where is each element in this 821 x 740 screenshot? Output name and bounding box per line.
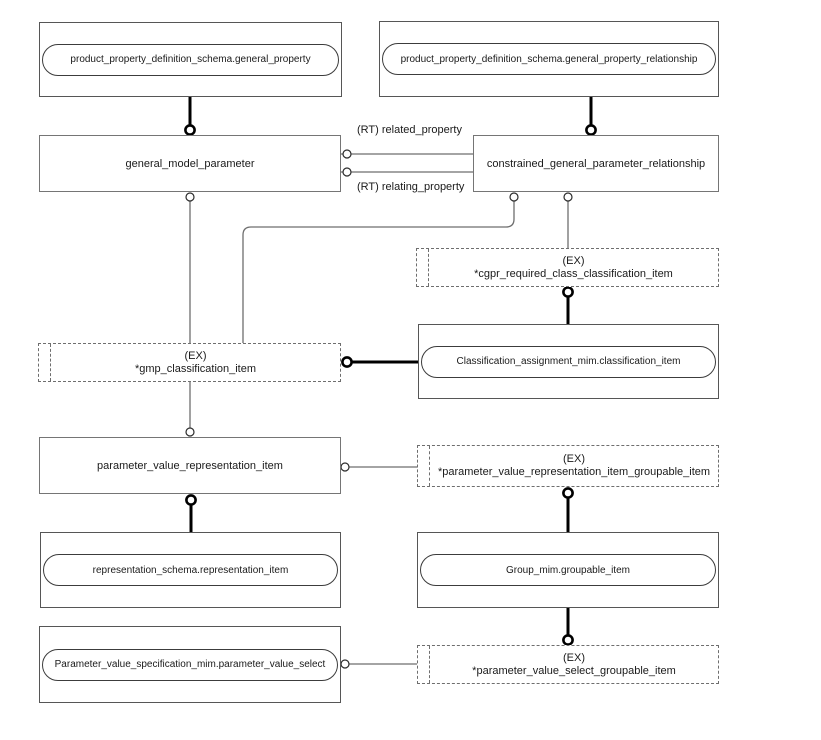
stadium-general-property (42, 44, 339, 76)
circle-pvri-top (186, 428, 194, 436)
circle-pvri-right (341, 463, 349, 471)
node-groupable-item (417, 532, 719, 608)
stadium-parameter-value-select (42, 649, 338, 681)
node-gmp-classification-item (38, 343, 341, 382)
node-general-model-parameter (39, 135, 341, 192)
node-label-general-property: product_property_definition_schema.general_property (70, 54, 311, 65)
node-general-property-relationship (379, 21, 719, 97)
node-prefix-cgpr-required-class-classification-item: (EX) (562, 254, 585, 267)
node-representation-item (40, 532, 341, 608)
circle-related-property (343, 150, 351, 158)
circle-pvri-repitem (186, 495, 195, 504)
circle-cgpr-bottom-right (564, 193, 572, 201)
node-label-pvri-groupable-item: *parameter_value_representation_item_groupable_item (437, 466, 711, 478)
node-label-representation-item: representation_schema.representation_item (92, 564, 289, 576)
node-label-general-property-relationship: product_property_definition_schema.general_property_relationship (400, 53, 698, 65)
node-label-constrained-general-parameter-relationship: constrained_general_parameter_relationship (486, 157, 706, 170)
stadium-general-property-relationship (382, 43, 716, 75)
node-label-pvs-groupable-item: *parameter_value_select_groupable_item (472, 664, 676, 677)
circle-gmp-bottom (186, 193, 194, 201)
stadium-classification-item (421, 346, 716, 378)
circle-relating-property (343, 168, 351, 176)
node-parameter-value-select-groupable-item (417, 645, 719, 684)
node-parameter-value-representation-item (39, 437, 341, 494)
circle-generalproperty-supertype (185, 125, 194, 134)
node-parameter-value-representation-item-groupable-item (417, 445, 719, 487)
stadium-representation-item (43, 554, 338, 586)
node-classification-item (418, 324, 719, 399)
node-prefix-pvri-groupable-item: (EX) (563, 453, 585, 465)
node-general-property (39, 22, 342, 97)
circle-pvselect-right (341, 660, 349, 668)
circle-gmpitem-select (342, 357, 351, 366)
circle-gpr-supertype (586, 125, 595, 134)
node-prefix-gmp-classification-item: (EX) (184, 349, 207, 362)
node-label-classification-item: Classification_assignment_mim.classification_item (456, 356, 681, 367)
node-label-parameter-value-representation-item: parameter_value_representation_item (97, 459, 283, 472)
node-parameter-value-select (39, 626, 341, 703)
node-prefix-pvs-groupable-item: (EX) (563, 651, 585, 664)
node-label-cgpr-required-class-classification-item: *cgpr_required_class_classification_item (474, 267, 673, 280)
node-label-parameter-value-select: Parameter_value_specification_mim.parameter_value_select (54, 659, 326, 670)
node-label-general-model-parameter: general_model_parameter (125, 157, 255, 170)
stadium-groupable-item (420, 554, 716, 586)
circle-pvrigroupable-group (563, 488, 572, 497)
edge-label-related-property: (RT) related_property (357, 124, 462, 136)
circle-cgpritem-select (563, 287, 572, 296)
circle-cgpr-bottom-left (510, 193, 518, 201)
node-constrained-general-parameter-relationship (473, 135, 719, 192)
node-label-gmp-classification-item: *gmp_classification_item (134, 362, 257, 375)
node-label-groupable-item: Group_mim.groupable_item (506, 564, 630, 576)
edge-label-relating-property: (RT) relating_property (357, 181, 465, 193)
node-cgpr-required-class-classification-item (416, 248, 719, 287)
circle-group-pvselectgroupable (563, 635, 572, 644)
